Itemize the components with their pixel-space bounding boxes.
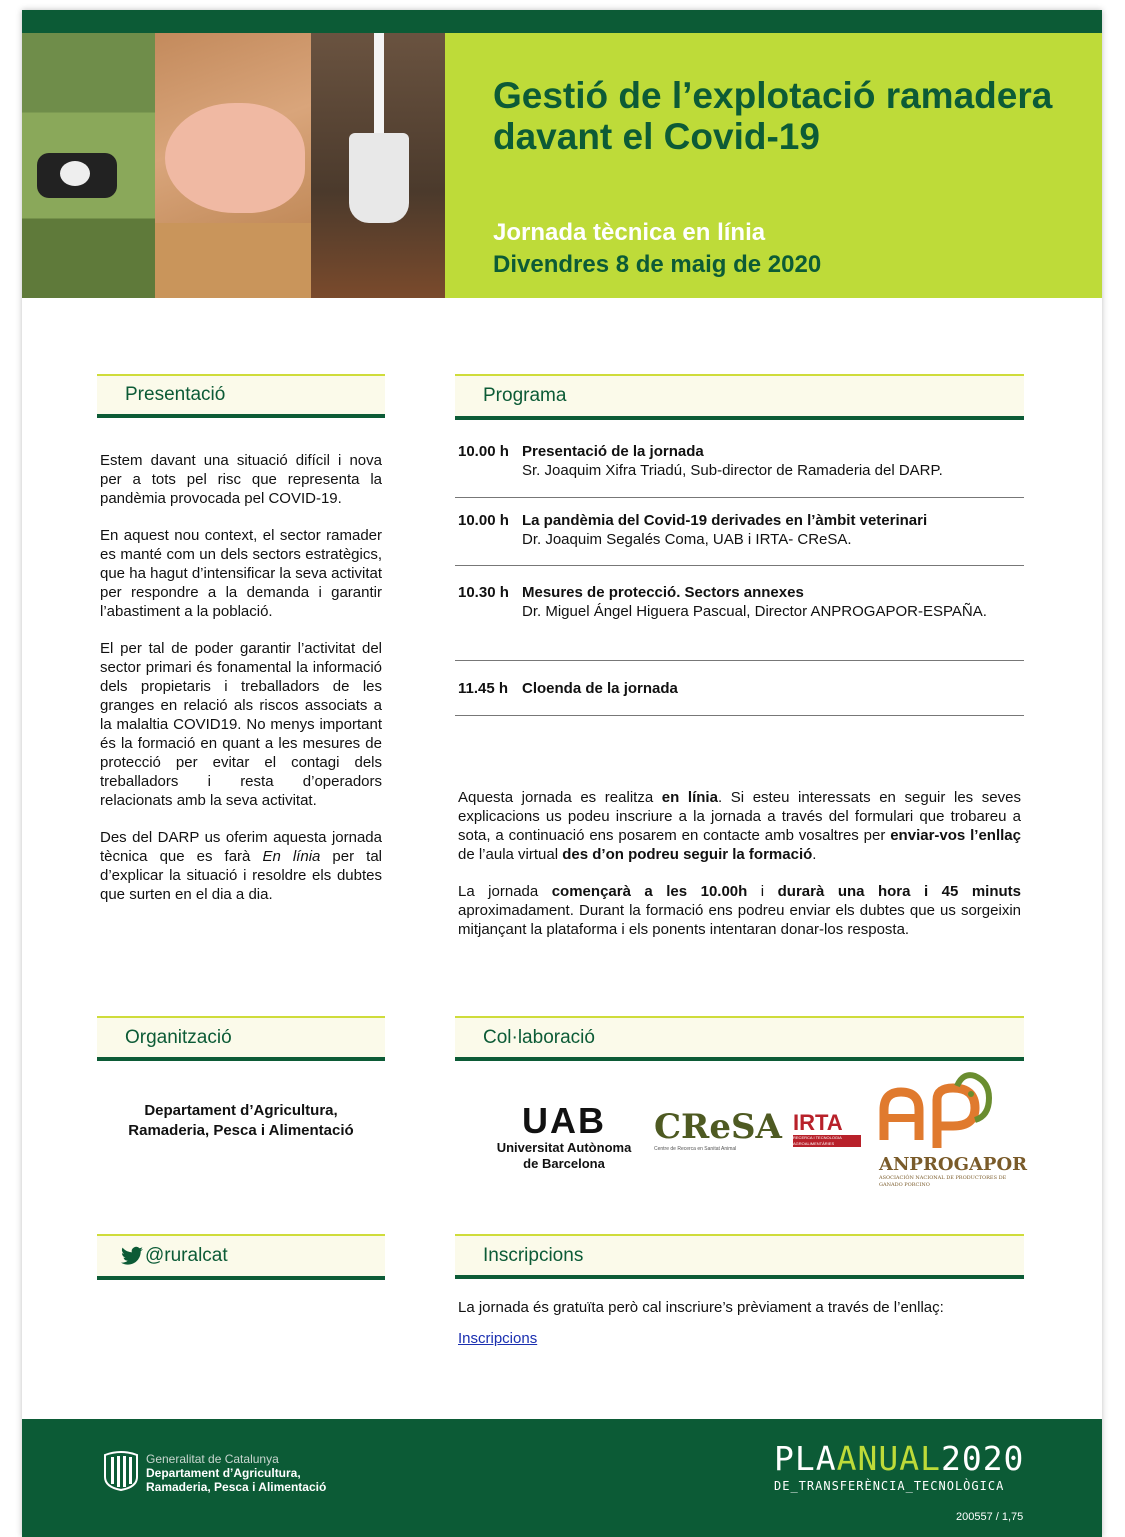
program-time: 10.00 h — [458, 512, 509, 529]
section-title: Organització — [125, 1026, 232, 1048]
paragraph: El per tal de poder garantir l’activitat del sector primari és fonamental la informació dels propietaris i treballadors de les granges en relació als riscos associats a la malaltia COVID19. No menys important és la formació en quant a les mesures de protecció per evitar el contagi dels treballadors i resta d’operadors relacionats amb la seva activitat. — [100, 640, 382, 809]
document-code: 200557 / 1,75 — [956, 1511, 1024, 1523]
cresa-sub: Centre de Recerca en Sanitat Animal — [654, 1146, 737, 1152]
irta-logo — [793, 1111, 861, 1147]
program-title: Mesures de protecció. Sectors annexes — [522, 584, 804, 601]
presentacio-text — [100, 451, 382, 903]
program-time: 11.45 h — [458, 680, 509, 697]
subtitle-line-1: Jornada tècnica en línia — [493, 219, 766, 246]
info-text — [458, 788, 1021, 957]
organizer-line: Ramaderia, Pesca i Alimentació — [128, 1122, 354, 1139]
pig-photo — [155, 33, 311, 298]
flyer-page — [22, 10, 1102, 1537]
uab-name: Universitat Autònoma — [496, 1140, 632, 1155]
program-item — [455, 679, 1024, 716]
section-programa-header — [455, 374, 1024, 420]
pig-shape — [165, 103, 305, 213]
footer — [22, 1419, 1102, 1537]
anprogapor-name: ANPROGAPOR — [879, 1154, 1028, 1175]
title-banner — [445, 33, 1102, 298]
uab-mark: UAB — [522, 1100, 606, 1141]
irta-sub: RECERCA I TECNOLOGIA AGROALIMENTÀRIES — [793, 1135, 861, 1147]
organizer-line: Departament d’Agricultura, — [144, 1102, 338, 1119]
section-title: Programa — [483, 385, 567, 406]
paragraph: Estem davant una situació difícil i nova per a tots pel risc que representa la pandèmia provocada pel COVID-19. — [100, 452, 382, 507]
program-speaker: Dr. Joaquim Segalés Coma, UAB i IRTA- CReSA. — [522, 531, 852, 548]
subtitle-line-2: Divendres 8 de maig de 2020 — [493, 251, 822, 278]
department-line: Ramaderia, Pesca i Alimentació — [146, 1480, 327, 1494]
uab-logo — [484, 1102, 644, 1172]
section-title: Inscripcions — [483, 1244, 584, 1266]
pla-anual-subtitle: DE_TRANSFERÈNCIA_TECNOLÒGICA — [774, 1479, 1005, 1493]
section-presentacio-header — [97, 374, 385, 418]
program-title: Cloenda de la jornada — [522, 680, 678, 697]
pla-anual-logo: PLAANUAL2020 — [774, 1439, 1025, 1478]
program-speaker: Sr. Joaquim Xifra Triadú, Sub-director de Ramaderia del DARP. — [522, 462, 943, 479]
program-title: Presentació de la jornada — [522, 443, 704, 460]
generalitat-logo-icon — [102, 1451, 140, 1491]
program-speaker: Dr. Miguel Ángel Higuera Pascual, Director ANPROGAPOR-ESPAÑA. — [522, 603, 987, 620]
header-photos — [22, 33, 445, 298]
twitter-handle[interactable]: @ruralcat — [145, 1245, 228, 1266]
inscripcions-link[interactable]: Inscripcions — [458, 1330, 538, 1347]
program-item — [455, 511, 1024, 566]
section-collaboracio-header — [455, 1016, 1024, 1061]
cresa-logo — [654, 1108, 792, 1153]
feeder-pole — [374, 33, 384, 133]
section-inscripcions-header — [455, 1234, 1024, 1279]
section-organitzacio-header — [97, 1016, 385, 1061]
paragraph: En aquest nou context, el sector ramader es manté com un dels sectors estratègics, que ha hagut d’intensificar la seva activitat per respondre a la demanda i garantir l’abastiment a la població. — [100, 527, 382, 620]
program-item — [455, 583, 1024, 661]
cow-photo — [22, 33, 155, 298]
section-title: Col·laboració — [483, 1026, 595, 1048]
program-item — [455, 442, 1024, 498]
irta-mark: IRTA — [793, 1110, 843, 1135]
department-line: Departament d’Agricultura, — [146, 1466, 301, 1480]
info-paragraph: Aquesta jornada es realitza en línia. Si esteu interessats en seguir les seves explicacions us podeu inscriure a la jornada a través del formulari que trobareu a sota, a continuació ens posarem en contacte amb vosaltres per enviar-vos l’enllaç de l’aula virtual des d’on podreu seguir la formació. — [458, 789, 1021, 863]
twitter-icon — [121, 1246, 143, 1266]
cresa-mark: CReSA — [654, 1107, 782, 1147]
program-time: 10.00 h — [458, 443, 509, 460]
uab-name: de Barcelona — [523, 1156, 605, 1171]
anprogapor-sub: ASOCIACIÓN NACIONAL DE PRODUCTORES DE GANADO PORCINO — [879, 1175, 1007, 1188]
info-paragraph: La jornada començarà a les 10.00h i durarà una hora i 45 minuts aproximadament. Durant la formació ens podreu enviar els dubtes que us sorgeixin mitjançant la plataforma i els ponents intentaran donar-los resposta. — [458, 883, 1021, 938]
program-time: 10.30 h — [458, 584, 509, 601]
subtitle — [493, 217, 821, 281]
paragraph: Des del DARP us oferim aquesta jornada tècnica que es farà En línia per tal d’explicar la situació i resoldre els dubtes que surten en el dia a dia. — [100, 829, 382, 903]
top-bar — [22, 10, 1102, 33]
generalitat-name: Generalitat de Catalunya — [146, 1452, 279, 1466]
straw-floor — [155, 223, 311, 298]
program-title: La pandèmia del Covid-19 derivades en l’àmbit veterinari — [522, 512, 928, 529]
cow-spot-shape — [60, 161, 90, 186]
inscripcions-text: La jornada és gratuïta però cal inscriure’s prèviament a través de l’enllaç: — [458, 1299, 944, 1316]
anprogapor-logo — [879, 1070, 1028, 1189]
twitter-section-header — [97, 1234, 385, 1280]
feeder-shape — [349, 133, 409, 223]
page-title: Gestió de l’explotació ramadera davant el Covid-19 — [493, 75, 1053, 157]
organizer — [97, 1101, 385, 1141]
hens-photo — [311, 33, 445, 298]
section-title: Presentació — [125, 384, 226, 405]
pig-icon — [879, 1070, 999, 1150]
generalitat-text — [146, 1452, 326, 1494]
